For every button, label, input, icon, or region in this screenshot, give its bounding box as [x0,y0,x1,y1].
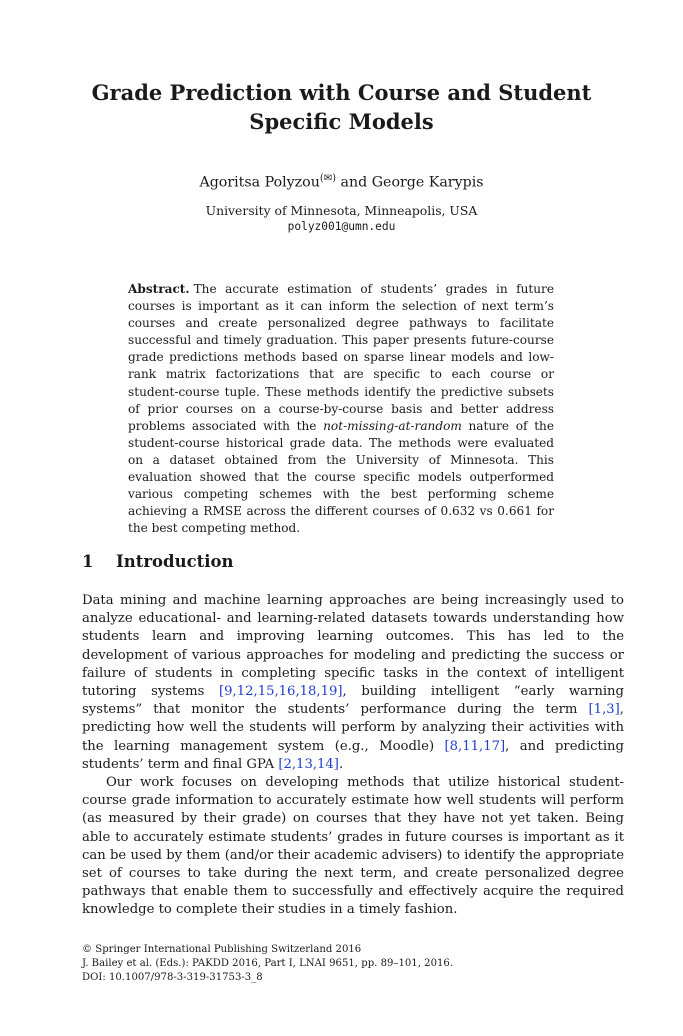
section-number: 1 [82,552,94,571]
citation-link[interactable]: [1,3] [588,702,620,718]
title-line-2: Specific Models [249,109,434,134]
citation-link[interactable]: [8,11,17] [444,738,506,754]
citation-link[interactable]: [9,12,15,16,18,19] [219,684,343,700]
author-rest: and George Karypis [336,174,484,191]
paragraph-text: , building intelligent “early warning systems” that monitor the students’ performance during the term [82,684,624,718]
paper-title [60,78,623,136]
paragraph-text: Data mining and machine learning approaches are being increasingly used to analyze educational- and learning-related datasets towards understanding how students learn and improving learning outcomes. This has led to the development of various approaches for modeling and predicting the success or failure of students in completing specific tasks in the context of intelligent tutoring systems [82,593,624,700]
abstract-emphasis: not-missing-at-random [323,418,462,433]
author-email[interactable]: polyz001@umn.edu [287,220,396,233]
title-line-1: Grade Prediction with Course and Student [91,80,592,105]
citation-line: J. Bailey et al. (Eds.): PAKDD 2016, Part I, LNAI 9651, pp. 89–101, 2016. [82,958,454,969]
paragraph-text: , and predicting students’ term and final GPA [82,738,624,772]
doi-line: DOI: 10.1007/978-3-319-31753-3_8 [82,972,263,983]
citation-link[interactable]: [2,13,14] [278,756,339,772]
footer [82,943,624,985]
paragraph-text: , predicting how well the students will perform by analyzing their activities with the learning management system (e.g., Moodle) [82,702,624,754]
section-heading [82,551,234,573]
paragraph-2: Our work focuses on developing methods that utilize historical student-course grade information to accurately estimate how well students will perform (as measured by their grade) on courses that they have not yet taken. Being able to accurately estimate students’ grades in future courses is important as it can be used by them (and/or their academic advisers) to identify the appropriate set of courses to take during the next term, and create personalized degree pathways that enable them to successfully and effectively acquire the required knowledge to complete their studies in a timely fashion. [82,775,624,918]
paragraph-text: . [338,756,344,772]
abstract [128,281,554,537]
section-title: Introduction [116,552,234,571]
paragraph-1 [82,592,624,774]
abstract-text-1: The accurate estimation of students’ grades in future courses is important as it can inform the selection of next term’s courses and create personalized degree pathways to facilitate successful and timely graduation. This paper presents future-course grade predictions methods based on sparse linear models and low-rank matrix factorizations that are specific to each course or student-course tuple. These methods identify the predictive subsets of prior courses on a course-by-course basis and better address problems associated with the [128,282,554,433]
author-line [60,170,623,192]
author-first: Agoritsa Polyzou [199,174,320,191]
envelope-icon: (✉) [319,173,337,184]
section-body [82,592,624,920]
abstract-text-2: nature of the student-course historical grade data. The methods were evaluated on a dataset obtained from the University of Minnesota. This evaluation showed that the course specific models outperformed various competing schemes with the best performing scheme achieving a RMSE across the different courses of 0.632 vs 0.661 for the best competing method. [128,418,555,536]
abstract-label: Abstract. [128,282,190,296]
affiliation: University of Minnesota, Minneapolis, USA [205,203,478,218]
copyright-line: © Springer International Publishing Switzerland 2016 [82,944,362,955]
